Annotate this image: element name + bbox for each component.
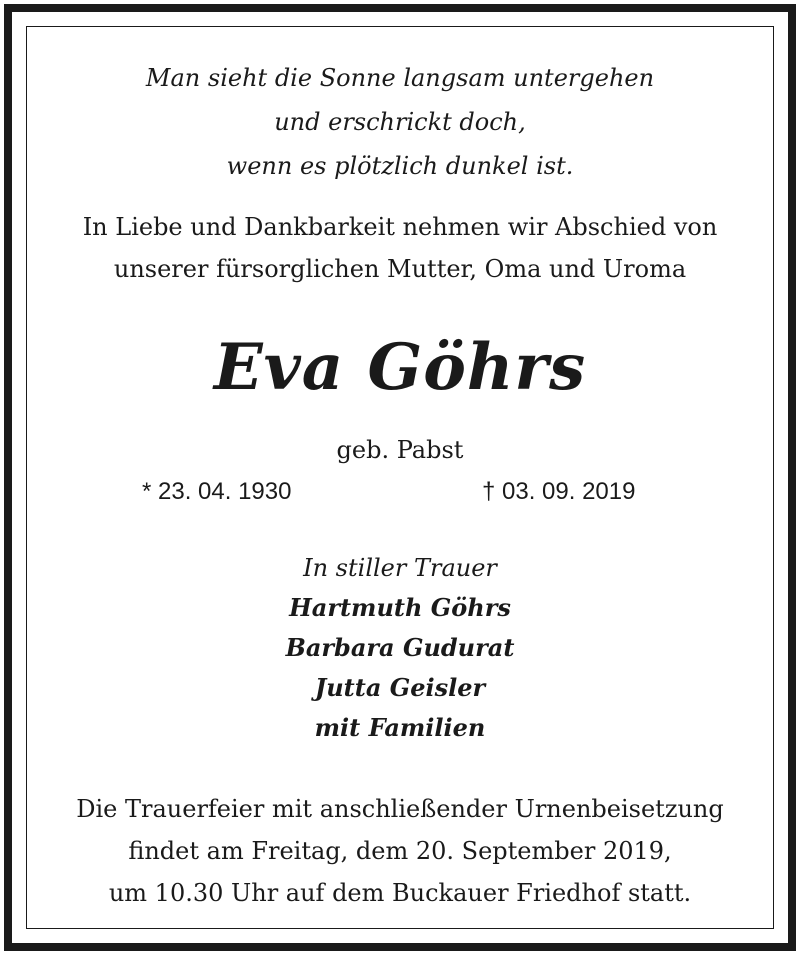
deceased-name: Eva Göhrs [213, 330, 587, 405]
life-dates [12, 478, 788, 512]
birth-date: * 23. 04. 1930 [142, 478, 292, 505]
maiden-name: geb. Pabst [336, 436, 464, 464]
ceremony-info [12, 788, 788, 914]
mourner-name: Barbara Gudurat [285, 633, 515, 662]
obituary-content [12, 12, 788, 943]
verse-line: und erschrickt doch, [274, 108, 526, 136]
ceremony-line: findet am Freitag, dem 20. September 2019, [128, 837, 672, 865]
mourner-name: mit Familien [314, 713, 486, 742]
verse [12, 56, 788, 188]
intro-line: unserer fürsorglichen Mutter, Oma und Uroma [113, 255, 687, 283]
ceremony-line: um 10.30 Uhr auf dem Buckauer Friedhof statt. [108, 879, 692, 907]
intro-text [12, 206, 788, 290]
mourner-name: Hartmuth Göhrs [289, 593, 511, 622]
verse-line: Man sieht die Sonne langsam untergehen [145, 64, 655, 92]
mourners [12, 548, 788, 748]
obituary-frame [4, 4, 796, 951]
verse-line: wenn es plötzlich dunkel ist. [226, 152, 574, 180]
mourning-lead: In stiller Trauer [303, 554, 497, 582]
mourner-name: Jutta Geisler [314, 673, 486, 702]
intro-line: In Liebe und Dankbarkeit nehmen wir Abschied von [82, 213, 718, 241]
death-date: † 03. 09. 2019 [482, 478, 636, 505]
ceremony-line: Die Trauerfeier mit anschließender Urnenbeisetzung [76, 795, 724, 823]
